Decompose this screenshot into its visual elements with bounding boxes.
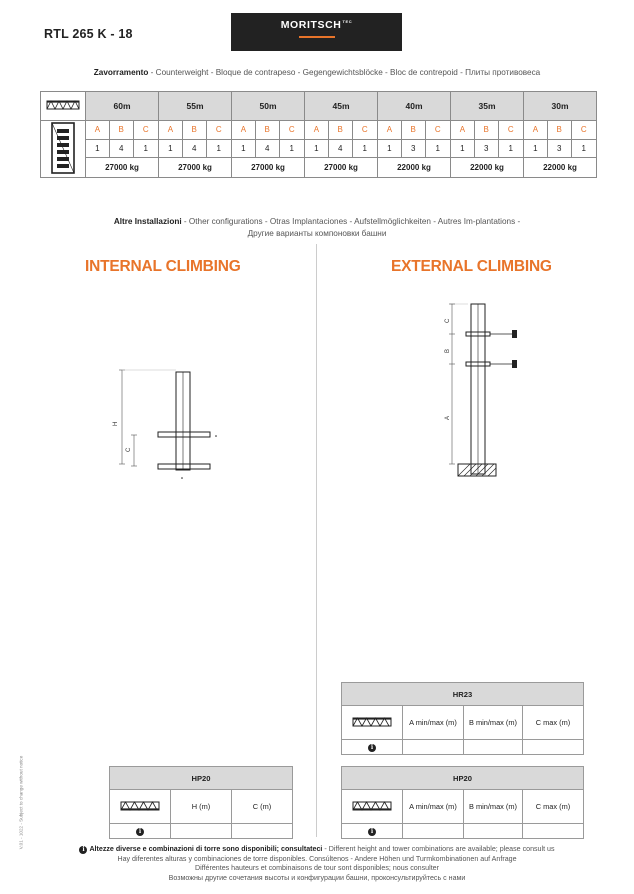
a-value: [403, 740, 464, 755]
counterweight-heading: Zavorramento - Counterweight - Bloque de contrapeso - Gegengewichtsblöcke - Bloc de contrepoid - Плиты противовеса: [93, 68, 541, 77]
position-label: B: [255, 121, 279, 140]
external-climbing-diagram: [438, 300, 523, 480]
col-c: C max (m): [523, 790, 584, 824]
position-label: C: [498, 121, 523, 140]
block-count: 1: [524, 139, 548, 158]
logo-suffix: TEC: [342, 19, 353, 24]
a-value: [403, 824, 464, 839]
col-h: H (m): [171, 790, 232, 824]
c-value: [523, 824, 584, 839]
block-count: 1: [206, 139, 231, 158]
block-count: 3: [547, 139, 571, 158]
c-value: [523, 740, 584, 755]
block-count: 1: [451, 139, 475, 158]
external-hr23-table: [341, 682, 584, 755]
position-label: C: [279, 121, 304, 140]
position-label: B: [109, 121, 133, 140]
block-count: 1: [133, 139, 158, 158]
dim-h-label: H: [113, 421, 119, 426]
block-count: 3: [401, 139, 425, 158]
block-count: 1: [425, 139, 450, 158]
internal-hp20-table: [109, 766, 293, 839]
b-value: [464, 740, 523, 755]
jib-length: 35m: [451, 92, 524, 121]
total-weight: 27000 kg: [86, 158, 159, 178]
block-count: 1: [305, 139, 329, 158]
footer-note: i Altezze diverse e combinazioni di torre sono disponibili; consultateci - Different height and tower combinations are available; please consult us Hay diferentes alturas y combinaciones de torre disponibles. Consúltenos - Andere Höhen und Turmkombinationen auf Anfrage Différentes hauteurs et combinaisons de tour sont disponibles; nous consulter Возможны другие сочетания высоты и конфигурации башни, проконсультируйтесь с нами: [0, 845, 634, 883]
internal-climbing-diagram: [110, 362, 225, 482]
block-count: 1: [498, 139, 523, 158]
jib-length: 50m: [232, 92, 305, 121]
dim-c-label: C: [445, 318, 451, 323]
external-climbing-title: EXTERNAL CLIMBING: [391, 258, 552, 275]
position-label: C: [206, 121, 231, 140]
dim-c-label: C: [126, 447, 132, 452]
internal-climbing-title: INTERNAL CLIMBING: [85, 258, 241, 275]
total-weight: 27000 kg: [232, 158, 305, 178]
jib-length: 55m: [159, 92, 232, 121]
position-label: C: [571, 121, 596, 140]
block-count: 1: [571, 139, 596, 158]
jib-length: 30m: [524, 92, 597, 121]
position-label: B: [182, 121, 206, 140]
h-value: [171, 824, 232, 839]
info-icon: i: [368, 828, 376, 836]
version-note: V.01 - 1022 - Subject to change without notice: [18, 755, 24, 850]
position-label: A: [305, 121, 329, 140]
dim-b-label: B: [445, 348, 451, 353]
block-count: 4: [109, 139, 133, 158]
position-label: A: [86, 121, 110, 140]
info-icon: i: [79, 846, 87, 854]
jib-icon: [41, 92, 86, 121]
external-hp20-table: [341, 766, 584, 839]
hr23-icon: [342, 706, 403, 740]
counterweight-table: [40, 91, 597, 178]
logo-accent-bar: [299, 36, 335, 38]
col-c: C max (m): [523, 706, 584, 740]
total-weight: 22000 kg: [524, 158, 597, 178]
col-a: A min/max (m): [403, 706, 464, 740]
position-label: A: [159, 121, 183, 140]
info-icon: i: [136, 828, 144, 836]
column-divider: [316, 244, 317, 837]
total-weight: 22000 kg: [378, 158, 451, 178]
col-c: C (m): [232, 790, 293, 824]
total-weight: 22000 kg: [451, 158, 524, 178]
position-label: A: [232, 121, 256, 140]
position-label: B: [328, 121, 352, 140]
block-count: 1: [232, 139, 256, 158]
col-a: A min/max (m): [403, 790, 464, 824]
hp20-icon: [110, 790, 171, 824]
position-label: C: [425, 121, 450, 140]
block-count: 1: [279, 139, 304, 158]
position-label: B: [547, 121, 571, 140]
jib-length: 45m: [305, 92, 378, 121]
position-label: C: [133, 121, 158, 140]
col-b: B min/max (m): [464, 706, 523, 740]
col-b: B min/max (m): [464, 790, 523, 824]
table-title: HP20: [342, 767, 584, 790]
position-label: A: [451, 121, 475, 140]
total-weight: 27000 kg: [305, 158, 378, 178]
b-value: [464, 824, 523, 839]
position-label: A: [378, 121, 402, 140]
table-title: HR23: [342, 683, 584, 706]
position-label: B: [401, 121, 425, 140]
jib-length: 40m: [378, 92, 451, 121]
block-count: 1: [352, 139, 377, 158]
info-icon: i: [368, 744, 376, 752]
block-count: 4: [255, 139, 279, 158]
model-title: RTL 265 K - 18: [44, 27, 133, 41]
total-weight: 27000 kg: [159, 158, 232, 178]
block-count: 4: [182, 139, 206, 158]
position-label: C: [352, 121, 377, 140]
brand-logo: [231, 13, 402, 51]
counterweight-icon: [41, 121, 86, 178]
block-count: 3: [474, 139, 498, 158]
c-value: [232, 824, 293, 839]
block-count: 1: [86, 139, 110, 158]
jib-length: 60m: [86, 92, 159, 121]
table-title: HP20: [110, 767, 293, 790]
block-count: 1: [159, 139, 183, 158]
position-label: A: [524, 121, 548, 140]
hp20-icon: [342, 790, 403, 824]
position-label: B: [474, 121, 498, 140]
dim-a-label: A: [445, 415, 451, 420]
configurations-heading: Altre Installazioni - Other configurations - Otras Implantaciones - Aufstellmöglichkeiten - Autres Im-plantations - Другие варианты компоновки башни: [113, 217, 521, 238]
block-count: 4: [328, 139, 352, 158]
block-count: 1: [378, 139, 402, 158]
logo-brand: MORITSCH: [280, 19, 342, 31]
